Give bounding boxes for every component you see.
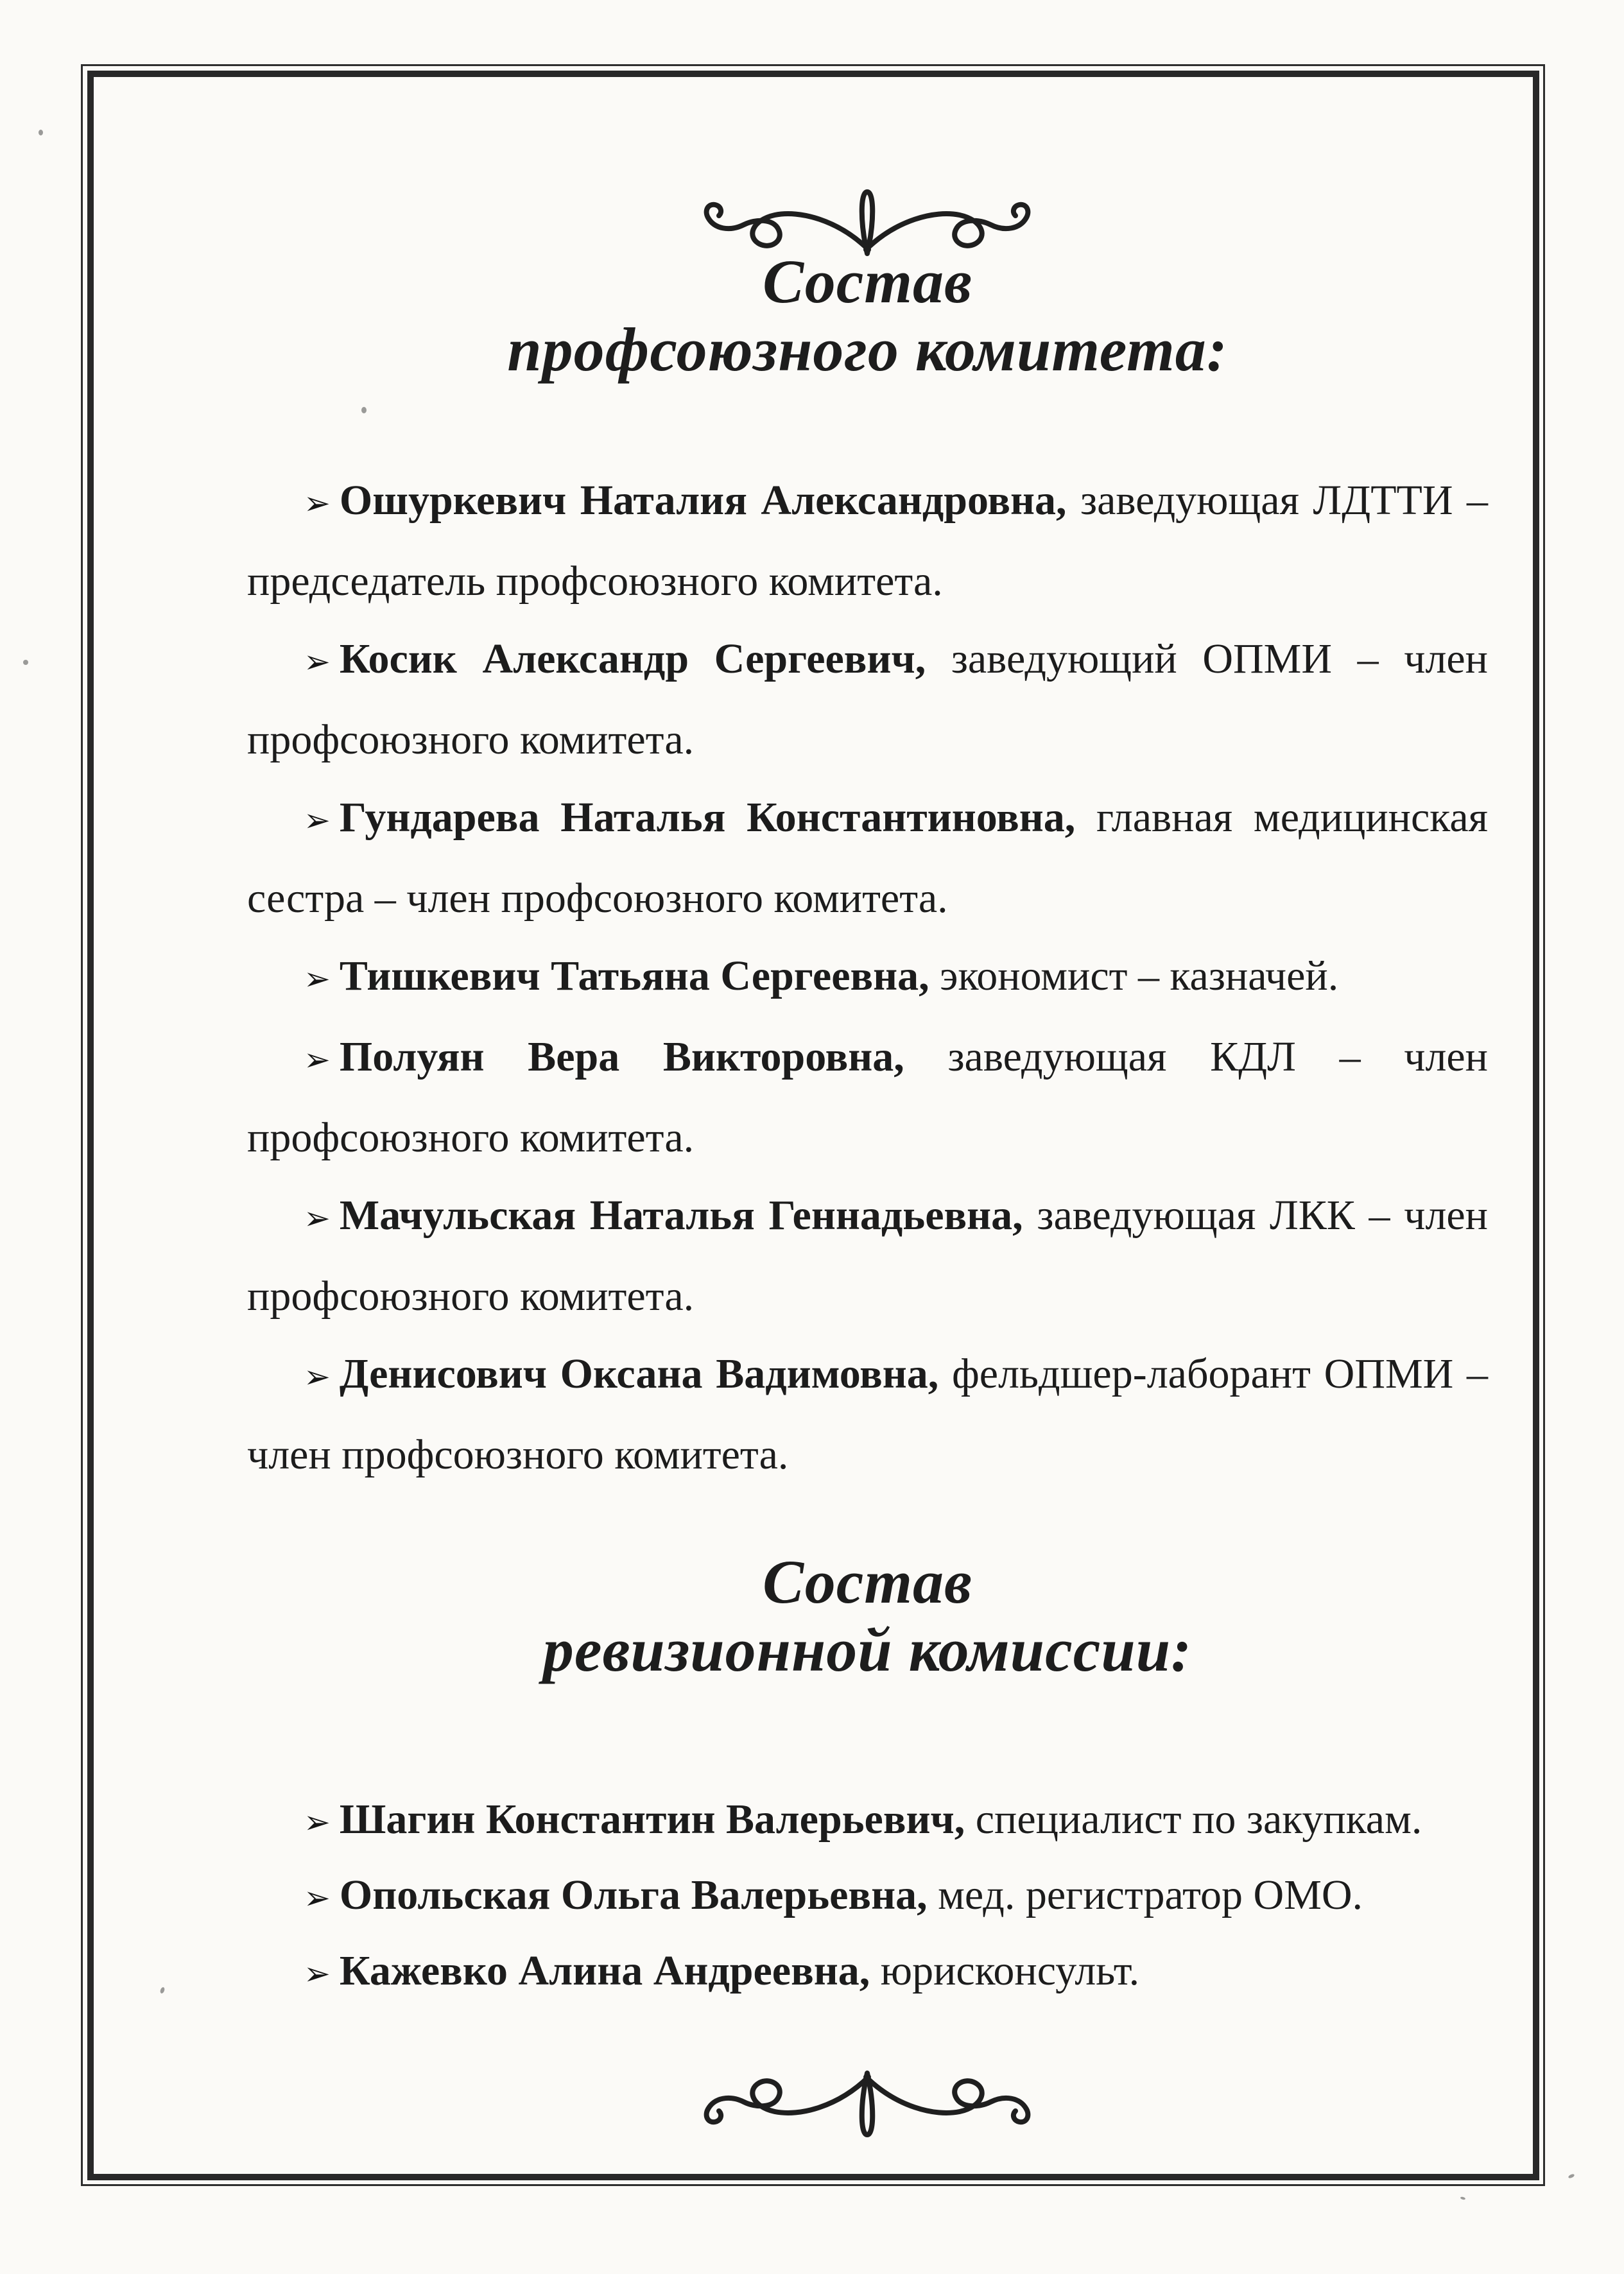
arrow-bullet-icon: ➢ (304, 960, 331, 997)
scan-speck (23, 660, 28, 665)
member-role: юрисконсульт. (870, 1947, 1140, 1994)
committee-list (247, 461, 1488, 1494)
arrow-bullet-icon: ➢ (304, 1804, 331, 1841)
member-line-continuation (247, 1257, 1488, 1335)
committee-title-line2: профсоюзного комитета: (507, 315, 1228, 384)
scan-speck (361, 407, 367, 413)
member-line (247, 620, 1488, 701)
member-line (247, 1859, 1488, 1934)
commission-title (247, 1548, 1488, 1684)
arrow-bullet-icon: ➢ (304, 802, 331, 839)
arrow-bullet-icon: ➢ (304, 1200, 331, 1237)
member-name: Шагин Константин Валерьевич, (339, 1796, 965, 1843)
member-line-continuation (247, 1099, 1488, 1176)
arrow-bullet-icon: ➢ (304, 643, 331, 680)
member-role: экономист – казначей. (929, 952, 1339, 999)
member-line (247, 461, 1488, 542)
continuation-text: председатель профсоюзного комитета. (247, 558, 943, 605)
commission-list (247, 1783, 1488, 2010)
member-line (247, 1018, 1488, 1099)
committee-title-line1: Состав (763, 247, 972, 316)
member-name: Денисович Оксана Вадимовна, (339, 1350, 939, 1397)
decorative-flourish-bottom-icon (687, 2068, 1047, 2145)
member-name: Опольская Ольга Валерьевна, (339, 1872, 928, 1918)
scan-speck (1460, 2196, 1466, 2200)
member-name: Ошуркевич Наталия Александровна, (339, 477, 1067, 524)
continuation-text: профсоюзного комитета. (247, 716, 695, 763)
committee-title (247, 248, 1488, 384)
member-name: Косик Александр Сергеевич, (339, 635, 926, 682)
member-name: Гундарева Наталья Константиновна, (339, 794, 1076, 841)
member-name: Тишкевич Татьяна Сергеевна, (339, 952, 929, 999)
continuation-text: сестра – член профсоюзного комитета. (247, 875, 948, 922)
member-role: специалист по закупкам. (965, 1796, 1422, 1843)
member-name: Полуян Вера Викторовна, (339, 1033, 904, 1080)
member-role: заведующая ЛДТТИ – (1066, 477, 1488, 524)
member-role: заведующий ОПМИ – член (926, 635, 1488, 682)
member-name: Мачульская Наталья Геннадьевна, (339, 1192, 1023, 1239)
member-name: Кажевко Алина Андреевна, (339, 1947, 870, 1994)
commission-title-line2: ревизионной комиссии: (542, 1615, 1193, 1684)
member-role: мед. регистратор ОМО. (927, 1872, 1363, 1918)
member-line (247, 1783, 1488, 1859)
continuation-text: профсоюзного комитета. (247, 1114, 695, 1161)
member-role: фельдшер-лаборант ОПМИ – (938, 1350, 1488, 1397)
continuation-text: член профсоюзного комитета. (247, 1431, 789, 1478)
member-line-continuation (247, 1416, 1488, 1494)
member-role: заведующая ЛКК – член (1023, 1192, 1488, 1239)
scan-speck (1568, 2173, 1575, 2179)
arrow-bullet-icon: ➢ (304, 485, 331, 522)
continuation-text: профсоюзного комитета. (247, 1273, 695, 1320)
member-line (247, 1335, 1488, 1416)
member-line (247, 779, 1488, 859)
member-role: главная медицинская (1075, 794, 1488, 841)
arrow-bullet-icon: ➢ (304, 1041, 331, 1078)
member-line-continuation (247, 859, 1488, 937)
member-role: заведующая КДЛ – член (904, 1033, 1488, 1080)
member-line (247, 1934, 1488, 2010)
arrow-bullet-icon: ➢ (304, 1955, 331, 1992)
commission-title-line1: Состав (763, 1547, 972, 1616)
arrow-bullet-icon: ➢ (304, 1358, 331, 1395)
member-line (247, 937, 1488, 1018)
member-line-continuation (247, 542, 1488, 620)
arrow-bullet-icon: ➢ (304, 1879, 331, 1917)
member-line (247, 1176, 1488, 1257)
member-line-continuation (247, 701, 1488, 779)
scan-speck (39, 130, 43, 135)
